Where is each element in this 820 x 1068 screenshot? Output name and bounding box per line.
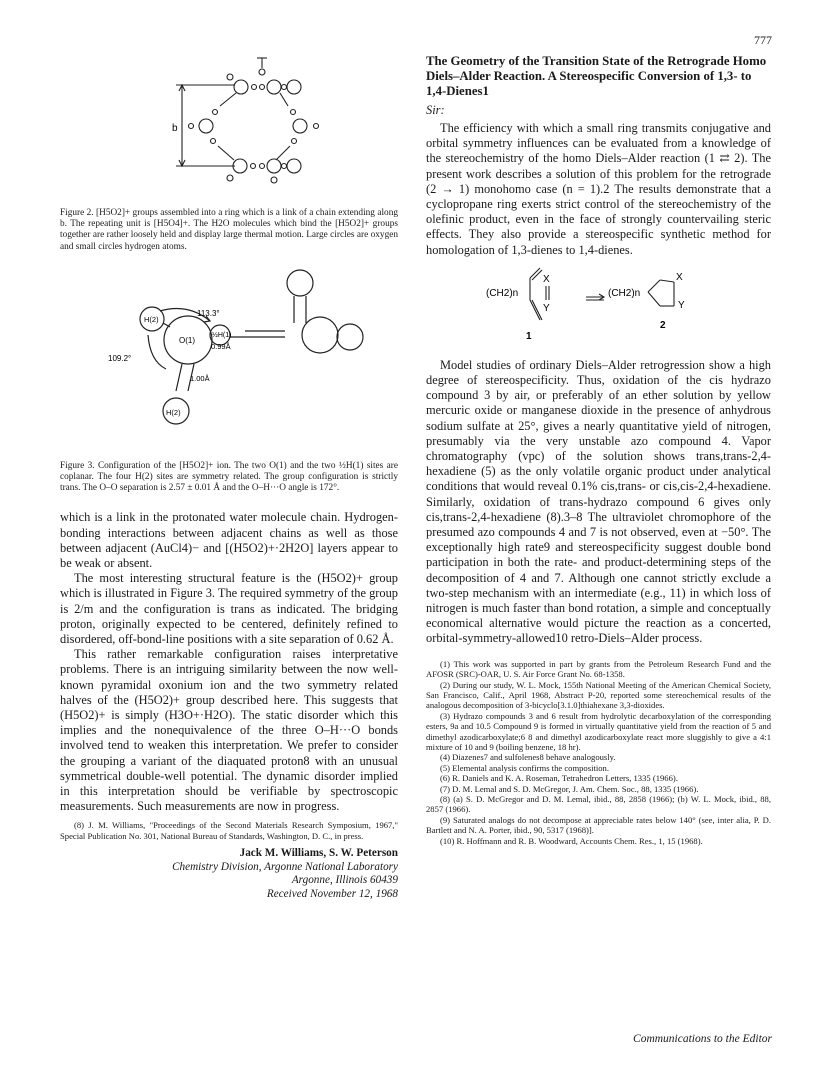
figure-3-caption: Figure 3. Configuration of the [H5O2]+ ion. The two O(1) and the two ½H(1) sites are coplanar. The four H(2) sites are symmetry related. The group configuration is strictly trans. The O–O separation is 2.57 ± 0.01 Å and the O–H···O angle is 172°. [60,460,398,494]
scheme-x1: X [543,273,550,285]
footnote-4: (4) Diazenes7 and sulfolenes8 behave analogously. [440,752,616,763]
fig3-a1092: 109.2° [108,353,132,363]
figure-3-diagram [60,265,398,455]
left-footnote-8: (8) J. M. Williams, "Proceedings of the Second Materials Research Symposium, 1967," Special Publication No. 301, National Bureau of Standards, Washington, D. C., in press. [60,820,398,841]
journal-section-footer: Communications to the Editor [633,1033,772,1045]
affiliation-1: Chemistry Division, Argonne National Laboratory [172,860,398,873]
footnote-5: (5) Elemental analysis confirms the composition. [440,762,609,773]
footnote-7: (7) D. M. Lemal and S. D. McGregor, J. Am. Chem. Soc., 88, 1335 (1966). [440,783,699,794]
fig3-h2-bottom: H(2) [166,407,181,417]
page-number: 777 [754,33,772,47]
footnote-6: (6) R. Daniels and K. A. Roseman, Tetrahedron Letters, 1335 (1966). [440,773,678,784]
footnote-8: (8) (a) S. D. McGregor and D. M. Lemal, ibid., 88, 2858 (1966); (b) W. L. Mock, ibid., 88, 2857 (1966). [426,793,771,815]
fig3-h2-top: H(2) [144,314,159,324]
scheme-label-2: 2 [660,319,666,331]
scheme-x2: X [676,271,683,283]
scheme-y2: Y [678,299,685,311]
left-paragraph-2: The most interesting structural feature is the (H5O2)+ group which is illustrated in Figure 3. The required symmetry of the group is 2/m and the configuration is trans as indicated. The bridging proton, originally expected to be centered, definitely refined to disordered, off-bond-line positions with a site separation of 0.62 Å. [60,571,398,647]
scheme-y1: Y [543,302,550,314]
footnote-10: (10) R. Hoffmann and R. B. Woodward, Accounts Chem. Res., 1, 15 (1968). [440,835,703,846]
affiliation-2: Argonne, Illinois 60439 [291,874,398,887]
figure-2-caption: Figure 2. [H5O2]+ groups assembled into a ring which is a link of a chain extending along b. The repeating unit is [H5O4]+. The H2O molecules which bind the [H5O2]+ groups together are rather loosely held and display large thermal motion. Large circles are oxygen and small circles hydrogen atoms. [60,208,398,252]
footnote-3: (3) Hydrazo compounds 3 and 6 result from hydrolytic decarboxylation of the corresponding esters, 9a and 10.5 Compound 9 is formed in virtually quantitative yield from the reaction of 5 and dimethyl azodicarboxylate;6 8 and dimethyl azodicarboxylate react more sluggishly to give a 4:1 mixture of 10 and 9 (boiling benzene, 18 hr). [426,710,771,752]
footnote-1: (1) This work was supported in part by grants from the Petroleum Research Fund and the AFOSR (SRC)-OAR, U. S. Air Force Grant No. 68-1358. [426,658,771,680]
fig3-half-h1: ½H(1) [212,331,232,339]
fig3-angle-label: 113.3° [197,308,220,318]
scheme-label-1: 1 [526,330,532,342]
left-column [60,0,398,901]
fig3-o1: O(1) [179,335,195,345]
figure-2-diagram [60,54,390,202]
authors: Jack M. Williams, S. W. Peterson [239,847,398,860]
salutation: Sir: [426,103,445,117]
fig3-d099: 0.99Å [211,341,231,351]
right-paragraph-1: The efficiency with which a small ring transmits conjugative and orbital symmetry influences can be evaluated from a knowledge of the stereochemistry of the homo Diels–Alder reaction (1 ⇄ 2). The present work describes a solution of this problem for the retrograde (2 → 1) monohomo case (n = 1).2 The results demonstrate that a cyclopropane ring exerts strict control of the stereochemistry of the olefinic product, even in the face of strongly countervailing steric effects. They also provide a stereospecific synthetic method for homologation of 1,3-dienes to 1,4-dienes. [426,121,771,257]
left-paragraph-1: which is a link in the protonated water molecule chain. Hydrogen-bonding interactions between adjacent chains as well as those between adjacent (AuCl4)− and [(H5O2)+·2H2O] layers appear to be weak or absent. [60,510,398,571]
scheme-right-group: (CH2)n [608,287,641,299]
received-date: Received November 12, 1968 [266,887,398,900]
scheme-left-group: (CH2)n [486,287,519,299]
fig3-d100: 1.00Å [190,373,210,383]
left-paragraph-3: This rather remarkable configuration raises interpretative problems. There is an intriguing similarity between the now well-known pyramidal oxonium ion and the two symmetry related halves of the (H5O2)+ group described here. This suggests that (H5O2)+ is simply (H3O+·H2O). The static disorder which this implies and the nonequivalence of the three O–H···O bonds involved tend to weaken this interpretation. We prefer to consider the grouping a variant of the diaquated proton8 with an unusual symmetrical double-well potential. The dynamic disorder implied in this interpretation should be verifiable by spectroscopic measurements. Such measurements are now in progress. [60,647,398,814]
footnote-2: (2) During our study, W. L. Mock, 155th National Meeting of the American Chemical Society, San Francisco, Calif., April 1968, Abstract P-20, reported some stereochemical results of the analogous decomposition of 3-bicyclo[3.1.0]thiahexane 3,3-dioxides. [426,679,771,711]
figure-2-b-label: b [172,123,178,134]
footnote-9: (9) Saturated analogs do not decompose at appreciable rates below 140° (see, inter alia, P. D. Bartlett and N. A. Porter, ibid., 90, 5317 (1968)]. [426,814,771,836]
right-column [426,54,771,846]
reaction-scheme [426,264,771,346]
article-title: The Geometry of the Transition State of the Retrograde Homo Diels–Alder Reaction. A Stereospecific Conversion of 1,3- to 1,4-Dienes1 [426,54,767,98]
right-paragraph-2: Model studies of ordinary Diels–Alder retrogression show a high degree of stereospecificity. Thus, oxidation of the cis hydrazo compound 3 by air, or preferably of an ether solution by yellow mercuric oxide or manganese dioxide in the presence of anhydrous sodium sulfate at 25°, gives a nearly quantitative yield of nitrogen, presumably via the very unstable azo compound 4. Vapor chromatography (vpc) of the solution shows trans,trans-2,4-hexadiene (5) as the only volatile organic product under analytical conditions that would reveal 0.1% cis,trans- or cis,cis-2,4-hexadiene. Similarly, oxidation of trans-hydrazo compound 6 gives only cis,trans-2,4-hexadiene (8).3–8 The ultraviolet chromophore of the presumed azo compounds 4 and 7 is not observed, even at −50°. The exceptionally high rate9 and stereospecificity suggest double bond participation in both the rate- and product-determining steps of the decomposition of 4 and 7. Although one cannot strictly exclude a two-step mechanism with an intermediate (e.g., 11) in which loss of nitrogen is much faster than bond rotation, a simple and conceptually economical alternative would picture the reaction as a concerted, orbital-symmetry-allowed10 retro-Diels–Alder process. [426,357,771,646]
footnotes [426,659,771,846]
